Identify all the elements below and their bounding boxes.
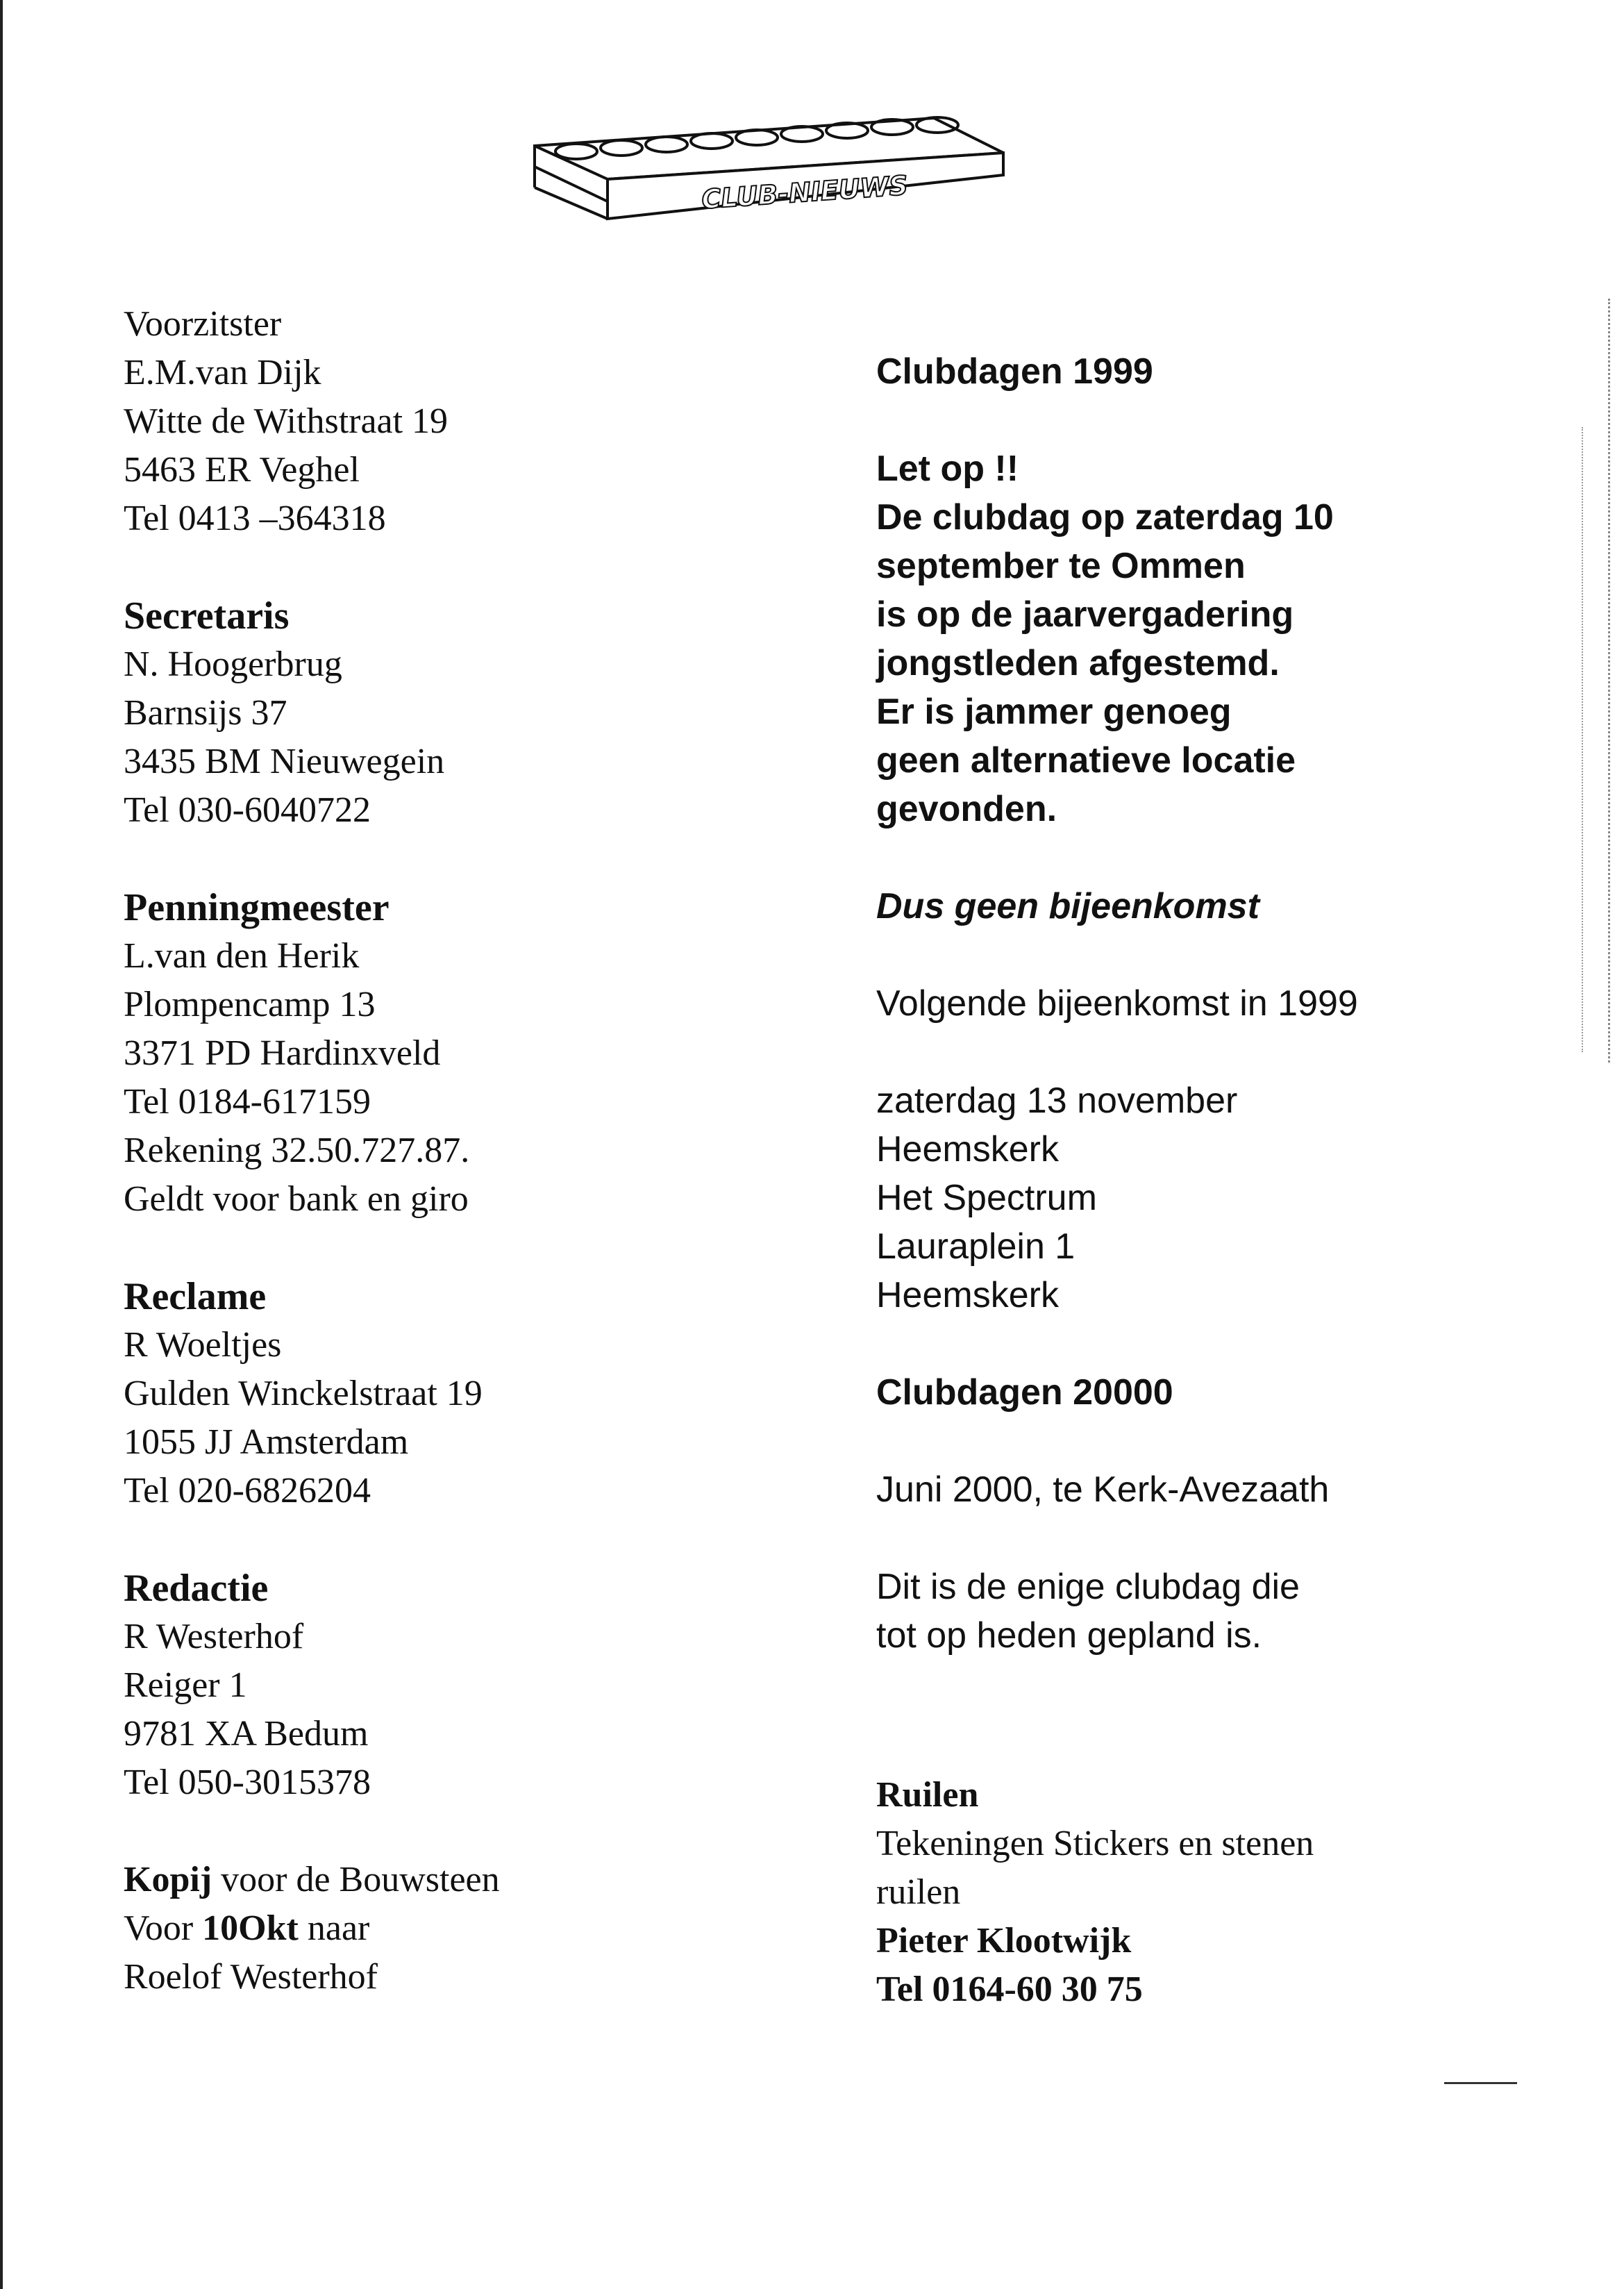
kopij-recipient: Roelof Westerhof: [124, 1957, 378, 1997]
kopij-voor: Voor: [124, 1908, 203, 1948]
penningmeester-heading: Penningmeester: [124, 886, 390, 929]
reclame-street: Gulden Winckelstraat 19: [124, 1374, 483, 1413]
voorzitster-tel: Tel 0413 –364318: [124, 499, 386, 538]
meeting-venue: Het Spectrum: [876, 1178, 1097, 1218]
meeting-place: Heemskerk: [876, 1129, 1059, 1170]
penningmeester-street: Plompencamp 13: [124, 985, 376, 1024]
voorzitster-city: 5463 ER Veghel: [124, 450, 360, 490]
voorzitster-block: [124, 300, 748, 543]
notice-line-4: is op de jaarvergadering: [876, 594, 1294, 635]
ruilen-line-2: ruilen: [876, 1872, 961, 1912]
kopij-line-2: [124, 1904, 748, 1953]
clubdagen-2000-title: Clubdagen 20000: [876, 1372, 1173, 1413]
meeting-address: Lauraplein 1: [876, 1226, 1075, 1267]
notice-line-8: gevonden.: [876, 789, 1057, 829]
scan-artifact: [1582, 427, 1586, 1052]
voorzitster-name: E.M.van Dijk: [124, 353, 321, 392]
no-meeting-note: Dus geen bijeenkomst: [876, 886, 1259, 926]
secretaris-block: [124, 592, 748, 835]
redactie-street: Reiger 1: [124, 1665, 247, 1705]
penningmeester-block: [124, 883, 748, 1224]
contacts-column: [124, 300, 748, 2050]
kopij-line-1: [124, 1856, 748, 1904]
next-meeting-heading: Volgende bijeenkomst in 1999: [876, 983, 1358, 1024]
notice-line-7: geen alternatieve locatie: [876, 740, 1296, 781]
kopij-deadline: 10Okt: [202, 1908, 299, 1948]
notice-line-1: Let op !!: [876, 449, 1019, 489]
penningmeester-city: 3371 PD Hardinxveld: [124, 1033, 441, 1073]
redactie-city: 9781 XA Bedum: [124, 1714, 369, 1754]
meeting-city: Heemskerk: [876, 1275, 1059, 1315]
page-edge: [0, 0, 3, 2289]
redactie-block: [124, 1564, 748, 1807]
secretaris-heading: Secretaris: [124, 594, 290, 638]
secretaris-name: N. Hoogerbrug: [124, 644, 342, 684]
redactie-tel: Tel 050-3015378: [124, 1763, 371, 1802]
voorzitster-heading: Voorzitster: [124, 304, 282, 344]
kopij-bold: Kopij: [124, 1860, 212, 1899]
only-clubday-line-2: tot op heden gepland is.: [876, 1615, 1262, 1656]
ruilen-line-1: Tekeningen Stickers en stenen: [876, 1824, 1314, 1863]
penningmeester-tel: Tel 0184-617159: [124, 1082, 371, 1122]
notice-line-2: De clubdag op zaterdag 10: [876, 497, 1334, 538]
ruilen-block: [876, 1771, 1571, 2014]
kopij-text: voor de Bouwsteen: [212, 1860, 500, 1899]
ruilen-contact-tel: Tel 0164-60 30 75: [876, 1970, 1143, 2009]
reclame-city: 1055 JJ Amsterdam: [124, 1422, 409, 1462]
secretaris-city: 3435 BM Nieuwegein: [124, 742, 445, 781]
reclame-block: [124, 1272, 748, 1515]
penningmeester-note: Geldt voor bank en giro: [124, 1179, 469, 1219]
secretaris-tel: Tel 030-6040722: [124, 790, 371, 830]
notice-line-3: september te Ommen: [876, 546, 1246, 586]
secretaris-street: Barnsijs 37: [124, 693, 287, 733]
only-clubday-line-1: Dit is de enige clubdag die: [876, 1567, 1300, 1607]
reclame-heading: Reclame: [124, 1275, 267, 1318]
june-2000-note: Juni 2000, te Kerk-Avezaath: [876, 1470, 1330, 1510]
ruilen-contact-name: Pieter Klootwijk: [876, 1921, 1132, 1961]
notice-line-6: Er is jammer genoeg: [876, 692, 1232, 732]
redactie-heading: Redactie: [124, 1567, 269, 1610]
notice-line-5: jongstleden afgestemd.: [876, 643, 1280, 683]
ruilen-heading: Ruilen: [876, 1775, 979, 1815]
meeting-date: zaterdag 13 november: [876, 1081, 1238, 1121]
penningmeester-name: L.van den Herik: [124, 936, 360, 976]
kopij-naar: naar: [298, 1908, 370, 1948]
club-nieuws-logo: [524, 97, 1010, 236]
scan-artifact: [1601, 299, 1610, 1063]
clubdagen-1999-title: Clubdagen 1999: [876, 351, 1153, 392]
news-column: [876, 347, 1571, 2014]
redactie-name: R Westerhof: [124, 1617, 304, 1656]
reclame-tel: Tel 020-6826204: [124, 1471, 371, 1510]
reclame-name: R Woeltjes: [124, 1325, 282, 1365]
kopij-block: [124, 1856, 748, 2001]
penningmeester-account: Rekening 32.50.727.87.: [124, 1131, 470, 1170]
voorzitster-street: Witte de Withstraat 19: [124, 401, 449, 441]
dash-mark: [1444, 2082, 1517, 2084]
logo-text: CLUB-NIEUWS: [701, 169, 910, 215]
